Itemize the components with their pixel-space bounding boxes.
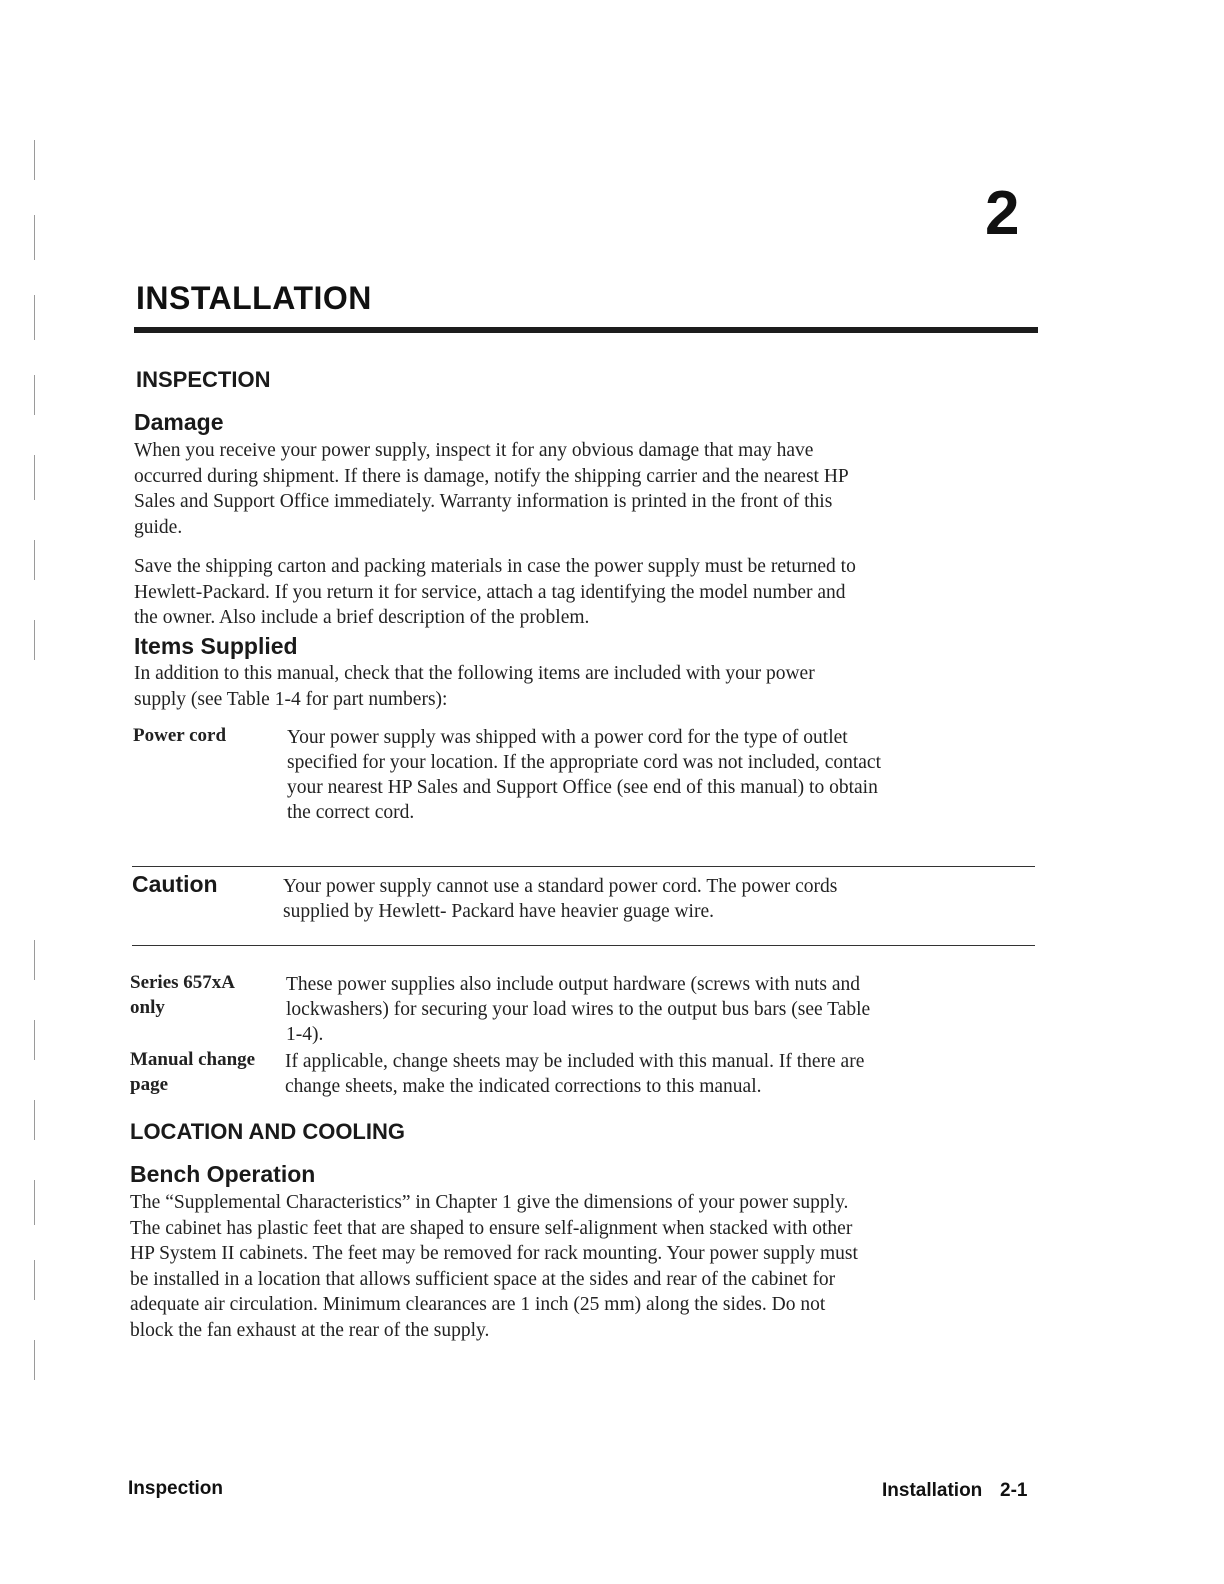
text-line: specified for your location. If the appropriate cord was not included, contact [287, 752, 881, 773]
text-line: supplied by Hewlett- Packard have heavier guage wire. [283, 901, 714, 922]
damage-paragraph-1 [134, 438, 849, 540]
text-line: supply (see Table 1-4 for part numbers): [134, 688, 448, 710]
text-line: Your power supply cannot use a standard power cord. The power cords [283, 876, 838, 897]
item-description-series [286, 972, 870, 1047]
section-heading-inspection: INSPECTION [136, 367, 271, 392]
scan-edge-mark [34, 620, 35, 660]
text-line: change sheets, make the indicated corrections to this manual. [285, 1076, 762, 1097]
scan-edge-mark [34, 1100, 35, 1140]
text-line: Save the shipping carton and packing materials in case the power supply must be returned to [134, 556, 856, 577]
text-line: If applicable, change sheets may be included with this manual. If there are [285, 1051, 865, 1072]
term-line: page [130, 1074, 168, 1095]
subsection-heading-items-supplied: Items Supplied [134, 633, 298, 659]
text-line: the correct cord. [287, 802, 415, 823]
footer-section-name: Inspection [128, 1478, 224, 1499]
term-line: Manual change [130, 1049, 256, 1070]
bench-operation-paragraph [130, 1190, 858, 1343]
footer-page-number: 2-1 [1000, 1480, 1028, 1501]
caution-bottom-rule [132, 945, 1035, 946]
item-term-manual-change [130, 1047, 255, 1097]
text-line: lockwashers) for securing your load wires to the output bus bars (see Table [286, 999, 871, 1020]
item-description-power-cord [287, 725, 881, 825]
scan-edge-mark [34, 455, 35, 500]
caution-label: Caution [132, 871, 218, 897]
text-line: guide. [134, 516, 183, 538]
scan-edge-mark [34, 140, 35, 180]
scan-edge-mark [34, 375, 35, 415]
text-line: your nearest HP Sales and Support Office (see end of this manual) to obtain [287, 777, 878, 798]
text-line: HP System II cabinets. The feet may be removed for rack mounting. Your power supply must [130, 1243, 858, 1264]
scan-edge-mark [34, 1260, 35, 1300]
item-term-power-cord: Power cord [133, 725, 227, 746]
text-line: The “Supplemental Characteristics” in Chapter 1 give the dimensions of your power supply. [130, 1192, 849, 1213]
subsection-heading-damage: Damage [134, 409, 224, 435]
text-line: be installed in a location that allows sufficient space at the sides and rear of the cabinet for [130, 1268, 836, 1290]
scan-edge-mark [34, 940, 35, 980]
chapter-title: INSTALLATION [136, 280, 372, 316]
caution-text [283, 874, 837, 924]
text-line: 1-4). [286, 1024, 324, 1045]
text-line: Hewlett-Packard. If you return it for service, attach a tag identifying the model number and [134, 581, 846, 603]
scan-edge-mark [34, 1340, 35, 1380]
footer-chapter-name: Installation [882, 1480, 983, 1501]
text-line: These power supplies also include output hardware (screws with nuts and [286, 974, 861, 995]
text-line: In addition to this manual, check that the following items are included with your power [134, 663, 815, 684]
subsection-heading-bench-operation: Bench Operation [130, 1161, 316, 1187]
scan-edge-mark [34, 540, 35, 580]
text-line: Sales and Support Office immediately. Warranty information is printed in the front of this [134, 491, 833, 512]
scan-edge-mark [34, 295, 35, 340]
term-line: Series 657xA [130, 972, 236, 993]
item-description-manual-change [285, 1049, 864, 1099]
title-rule [134, 327, 1038, 333]
section-heading-location-cooling: LOCATION AND COOLING [130, 1119, 405, 1144]
item-term-series [130, 970, 235, 1020]
text-line: the owner. Also include a brief description of the problem. [134, 607, 590, 628]
items-intro-paragraph [134, 661, 815, 712]
scan-edge-mark [34, 1180, 35, 1225]
chapter-number: 2 [985, 179, 1020, 248]
caution-top-rule [132, 866, 1035, 867]
text-line: Your power supply was shipped with a power cord for the type of outlet [287, 727, 848, 748]
term-line: only [130, 997, 165, 1018]
text-line: adequate air circulation. Minimum clearances are 1 inch (25 mm) along the sides. Do not [130, 1294, 826, 1315]
damage-paragraph-2 [134, 554, 856, 631]
text-line: When you receive your power supply, inspect it for any obvious damage that may have [134, 440, 814, 461]
text-line: occurred during shipment. If there is damage, notify the shipping carrier and the nearest HP [134, 465, 849, 487]
scan-edge-mark [34, 1020, 35, 1060]
text-line: block the fan exhaust at the rear of the supply. [130, 1319, 490, 1341]
scan-edge-mark [34, 215, 35, 260]
text-line: The cabinet has plastic feet that are shaped to ensure self-alignment when stacked with other [130, 1217, 853, 1239]
